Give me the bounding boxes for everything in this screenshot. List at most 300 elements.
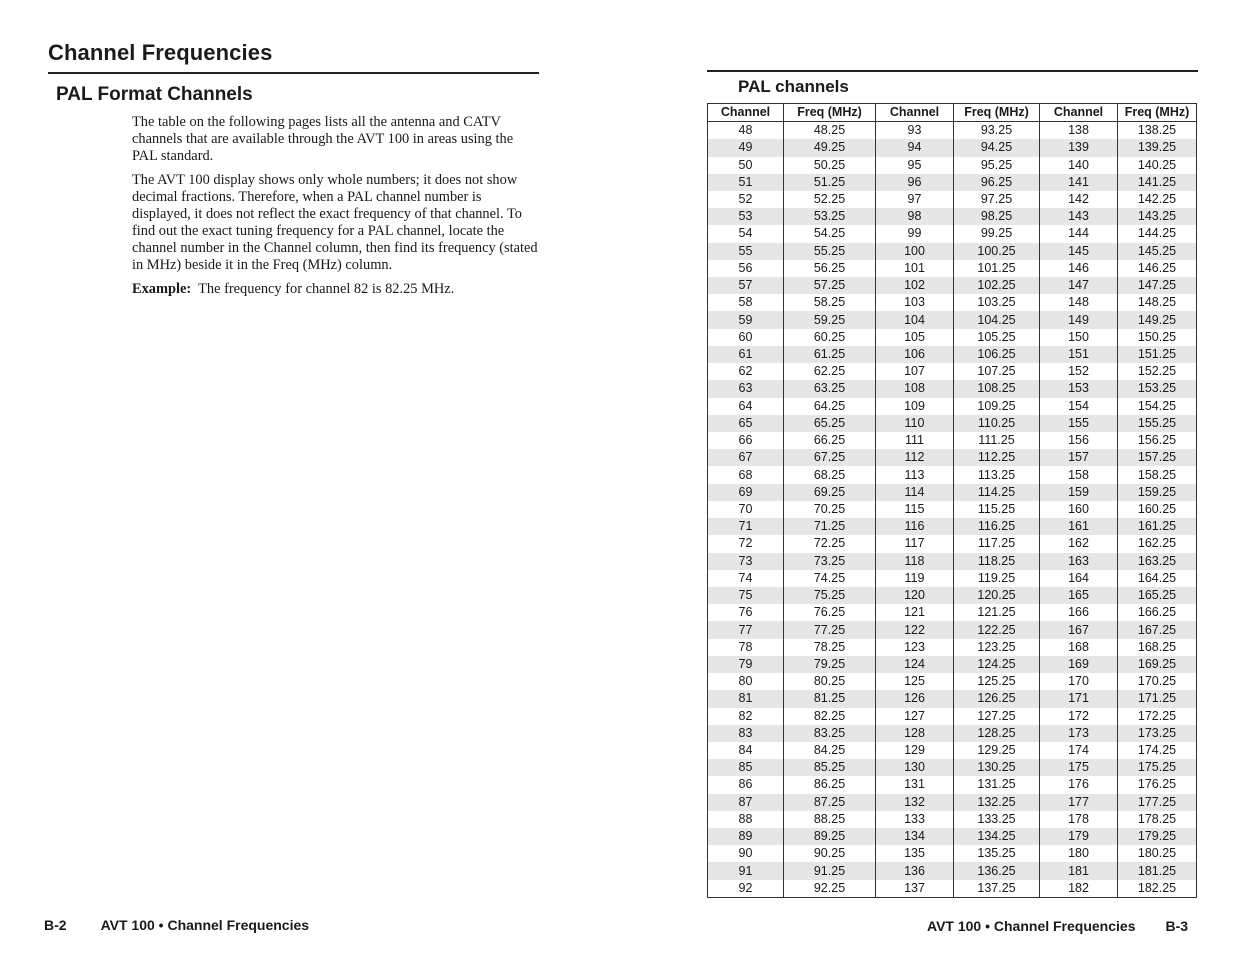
intro-paragraph-2: The AVT 100 display shows only whole numbers; it does not show decimal fractions. Therefore, when a PAL channel number is displayed, it does not reflect the exact frequency of that channel. To find out the exact tuning frequency for a PAL channel, locate the channel number in the Channel column, then find its frequency (stated in MHz) beside it in the Freq (MHz) column.: [132, 172, 538, 273]
table-cell: 57: [708, 277, 784, 294]
table-cell: 60.25: [784, 329, 876, 346]
table-cell: 82: [708, 708, 784, 725]
table-cell: 75.25: [784, 587, 876, 604]
table-cell: 150.25: [1118, 329, 1197, 346]
table-cell: 125: [876, 673, 954, 690]
table-cell: 116: [876, 518, 954, 535]
table-cell: 149: [1040, 311, 1118, 328]
table-row: [708, 570, 1197, 587]
table-cell: 69.25: [784, 484, 876, 501]
table-cell: 48: [708, 122, 784, 140]
table-cell: 50: [708, 157, 784, 174]
table-cell: 142: [1040, 191, 1118, 208]
table-cell: 88: [708, 811, 784, 828]
section-heading: PAL Format Channels: [56, 84, 253, 105]
table-row: [708, 449, 1197, 466]
table-divider: [707, 70, 1198, 72]
table-cell: 164: [1040, 570, 1118, 587]
table-cell: 133: [876, 811, 954, 828]
table-cell: 152: [1040, 363, 1118, 380]
table-cell: 135.25: [954, 845, 1040, 862]
table-cell: 94: [876, 139, 954, 156]
table-cell: 160: [1040, 501, 1118, 518]
table-cell: 134.25: [954, 828, 1040, 845]
table-row: [708, 329, 1197, 346]
table-cell: 126: [876, 690, 954, 707]
column-header: Freq (MHz): [954, 104, 1040, 122]
table-row: [708, 794, 1197, 811]
table-cell: 173.25: [1118, 725, 1197, 742]
table-cell: 137: [876, 880, 954, 898]
table-cell: 99.25: [954, 225, 1040, 242]
table-cell: 129: [876, 742, 954, 759]
table-cell: 146: [1040, 260, 1118, 277]
table-cell: 115.25: [954, 501, 1040, 518]
table-cell: 141: [1040, 174, 1118, 191]
table-cell: 138.25: [1118, 122, 1197, 140]
table-cell: 103: [876, 294, 954, 311]
table-cell: 113: [876, 466, 954, 483]
table-cell: 168.25: [1118, 639, 1197, 656]
example-text: The frequency for channel 82 is 82.25 MHz.: [198, 281, 455, 297]
table-cell: 83: [708, 725, 784, 742]
table-cell: 49.25: [784, 139, 876, 156]
table-cell: 174: [1040, 742, 1118, 759]
page-title: Channel Frequencies: [48, 40, 273, 65]
table-cell: 64: [708, 398, 784, 415]
table-row: [708, 776, 1197, 793]
table-cell: 69: [708, 484, 784, 501]
table-cell: 91: [708, 862, 784, 879]
table-cell: 52: [708, 191, 784, 208]
table-cell: 163: [1040, 553, 1118, 570]
table-cell: 139.25: [1118, 139, 1197, 156]
table-cell: 109: [876, 398, 954, 415]
table-row: [708, 415, 1197, 432]
table-cell: 48.25: [784, 122, 876, 140]
table-cell: 105: [876, 329, 954, 346]
table-cell: 170: [1040, 673, 1118, 690]
table-row: [708, 742, 1197, 759]
table-row: [708, 225, 1197, 242]
table-cell: 86.25: [784, 776, 876, 793]
table-cell: 68.25: [784, 466, 876, 483]
table-cell: 57.25: [784, 277, 876, 294]
table-cell: 121: [876, 604, 954, 621]
table-cell: 173: [1040, 725, 1118, 742]
column-header: Freq (MHz): [784, 104, 876, 122]
table-cell: 155: [1040, 415, 1118, 432]
table-cell: 65.25: [784, 415, 876, 432]
page-number-left: B-2: [44, 917, 67, 933]
table-row: [708, 501, 1197, 518]
table-cell: 148: [1040, 294, 1118, 311]
table-cell: 118: [876, 553, 954, 570]
table-row: [708, 484, 1197, 501]
table-cell: 94.25: [954, 139, 1040, 156]
table-cell: 148.25: [1118, 294, 1197, 311]
table-cell: 142.25: [1118, 191, 1197, 208]
table-cell: 95: [876, 157, 954, 174]
table-cell: 182.25: [1118, 880, 1197, 898]
table-cell: 137.25: [954, 880, 1040, 898]
table-row: [708, 759, 1197, 776]
table-cell: 159: [1040, 484, 1118, 501]
table-cell: 61: [708, 346, 784, 363]
table-cell: 80: [708, 673, 784, 690]
table-cell: 75: [708, 587, 784, 604]
table-cell: 134: [876, 828, 954, 845]
table-cell: 117: [876, 535, 954, 552]
table-cell: 115: [876, 501, 954, 518]
table-cell: 114.25: [954, 484, 1040, 501]
table-row: [708, 518, 1197, 535]
table-cell: 176: [1040, 776, 1118, 793]
table-cell: 49: [708, 139, 784, 156]
table-cell: 166.25: [1118, 604, 1197, 621]
table-cell: 101: [876, 260, 954, 277]
table-cell: 109.25: [954, 398, 1040, 415]
table-cell: 116.25: [954, 518, 1040, 535]
table-row: [708, 363, 1197, 380]
table-cell: 123: [876, 639, 954, 656]
table-cell: 96: [876, 174, 954, 191]
table-cell: 166: [1040, 604, 1118, 621]
table-cell: 131.25: [954, 776, 1040, 793]
table-cell: 160.25: [1118, 501, 1197, 518]
table-cell: 151: [1040, 346, 1118, 363]
table-cell: 97.25: [954, 191, 1040, 208]
table-cell: 123.25: [954, 639, 1040, 656]
table-cell: 181.25: [1118, 862, 1197, 879]
table-row: [708, 174, 1197, 191]
table-cell: 149.25: [1118, 311, 1197, 328]
table-cell: 145: [1040, 243, 1118, 260]
table-cell: 76: [708, 604, 784, 621]
table-cell: 128: [876, 725, 954, 742]
table-cell: 132: [876, 794, 954, 811]
table-cell: 66.25: [784, 432, 876, 449]
table-cell: 125.25: [954, 673, 1040, 690]
table-cell: 64.25: [784, 398, 876, 415]
table-cell: 84.25: [784, 742, 876, 759]
table-cell: 120: [876, 587, 954, 604]
table-cell: 131: [876, 776, 954, 793]
footer-title-left: AVT 100 • Channel Frequencies: [100, 917, 310, 933]
table-cell: 144: [1040, 225, 1118, 242]
table-cell: 177.25: [1118, 794, 1197, 811]
table-cell: 138: [1040, 122, 1118, 140]
table-row: [708, 260, 1197, 277]
table-row: [708, 466, 1197, 483]
table-cell: 143.25: [1118, 208, 1197, 225]
footer-right: [927, 918, 1188, 934]
table-cell: 62: [708, 363, 784, 380]
table-cell: 176.25: [1118, 776, 1197, 793]
table-row: [708, 862, 1197, 879]
table-cell: 104: [876, 311, 954, 328]
table-row: [708, 604, 1197, 621]
footer-left: [44, 917, 309, 933]
table-cell: 110: [876, 415, 954, 432]
table-cell: 135: [876, 845, 954, 862]
table-cell: 54.25: [784, 225, 876, 242]
table-row: [708, 208, 1197, 225]
table-cell: 59: [708, 311, 784, 328]
table-cell: 169.25: [1118, 656, 1197, 673]
table-cell: 74.25: [784, 570, 876, 587]
pal-channel-table: [707, 103, 1197, 898]
table-cell: 145.25: [1118, 243, 1197, 260]
table-row: [708, 398, 1197, 415]
table-cell: 78.25: [784, 639, 876, 656]
table-cell: 97: [876, 191, 954, 208]
table-cell: 92: [708, 880, 784, 898]
footer-title-right: AVT 100 • Channel Frequencies: [927, 918, 1136, 934]
table-cell: 177: [1040, 794, 1118, 811]
table-cell: 87.25: [784, 794, 876, 811]
table-cell: 72.25: [784, 535, 876, 552]
table-cell: 80.25: [784, 673, 876, 690]
table-cell: 124.25: [954, 656, 1040, 673]
table-cell: 128.25: [954, 725, 1040, 742]
table-cell: 90: [708, 845, 784, 862]
table-cell: 130.25: [954, 759, 1040, 776]
page-number-right: B-3: [1165, 918, 1189, 934]
table-row: [708, 122, 1197, 140]
table-cell: 82.25: [784, 708, 876, 725]
table-cell: 89.25: [784, 828, 876, 845]
table-cell: 144.25: [1118, 225, 1197, 242]
table-cell: 130: [876, 759, 954, 776]
column-header: Channel: [1040, 104, 1118, 122]
table-cell: 178.25: [1118, 811, 1197, 828]
table-cell: 77: [708, 621, 784, 638]
table-cell: 180: [1040, 845, 1118, 862]
table-cell: 85.25: [784, 759, 876, 776]
table-row: [708, 880, 1197, 898]
table-cell: 51: [708, 174, 784, 191]
table-cell: 157.25: [1118, 449, 1197, 466]
table-row: [708, 191, 1197, 208]
table-cell: 147: [1040, 277, 1118, 294]
table-row: [708, 828, 1197, 845]
table-cell: 165: [1040, 587, 1118, 604]
table-row: [708, 311, 1197, 328]
table-cell: 154.25: [1118, 398, 1197, 415]
table-cell: 151.25: [1118, 346, 1197, 363]
table-cell: 108.25: [954, 380, 1040, 397]
table-cell: 99: [876, 225, 954, 242]
table-cell: 96.25: [954, 174, 1040, 191]
table-cell: 95.25: [954, 157, 1040, 174]
table-cell: 161.25: [1118, 518, 1197, 535]
table-row: [708, 621, 1197, 638]
example-label: Example:: [132, 281, 192, 297]
table-cell: 61.25: [784, 346, 876, 363]
table-cell: 118.25: [954, 553, 1040, 570]
table-cell: 51.25: [784, 174, 876, 191]
table-cell: 107.25: [954, 363, 1040, 380]
table-cell: 111: [876, 432, 954, 449]
table-cell: 154: [1040, 398, 1118, 415]
table-cell: 169: [1040, 656, 1118, 673]
table-cell: 67.25: [784, 449, 876, 466]
table-cell: 100: [876, 243, 954, 260]
table-row: [708, 639, 1197, 656]
table-row: [708, 157, 1197, 174]
table-cell: 113.25: [954, 466, 1040, 483]
table-cell: 71.25: [784, 518, 876, 535]
table-cell: 55: [708, 243, 784, 260]
table-cell: 174.25: [1118, 742, 1197, 759]
table-cell: 103.25: [954, 294, 1040, 311]
table-cell: 73: [708, 553, 784, 570]
table-row: [708, 277, 1197, 294]
table-cell: 179.25: [1118, 828, 1197, 845]
table-cell: 178: [1040, 811, 1118, 828]
table-cell: 133.25: [954, 811, 1040, 828]
title-divider: [48, 72, 539, 74]
table-cell: 60: [708, 329, 784, 346]
table-row: [708, 673, 1197, 690]
table-row: [708, 243, 1197, 260]
table-cell: 93.25: [954, 122, 1040, 140]
table-cell: 107: [876, 363, 954, 380]
table-cell: 180.25: [1118, 845, 1197, 862]
table-row: [708, 346, 1197, 363]
table-cell: 78: [708, 639, 784, 656]
table-cell: 102.25: [954, 277, 1040, 294]
table-cell: 143: [1040, 208, 1118, 225]
table-cell: 139: [1040, 139, 1118, 156]
table-cell: 76.25: [784, 604, 876, 621]
table-cell: 157: [1040, 449, 1118, 466]
table-cell: 117.25: [954, 535, 1040, 552]
table-row: [708, 690, 1197, 707]
table-header-row: [708, 104, 1197, 122]
table-cell: 81.25: [784, 690, 876, 707]
column-header: Channel: [708, 104, 784, 122]
table-cell: 120.25: [954, 587, 1040, 604]
table-cell: 70: [708, 501, 784, 518]
table-cell: 106.25: [954, 346, 1040, 363]
table-cell: 65: [708, 415, 784, 432]
table-cell: 136.25: [954, 862, 1040, 879]
table-cell: 85: [708, 759, 784, 776]
table-cell: 98: [876, 208, 954, 225]
table-cell: 112: [876, 449, 954, 466]
table-cell: 100.25: [954, 243, 1040, 260]
table-row: [708, 432, 1197, 449]
table-cell: 50.25: [784, 157, 876, 174]
table-cell: 59.25: [784, 311, 876, 328]
column-header: Channel: [876, 104, 954, 122]
table-cell: 127.25: [954, 708, 1040, 725]
table-cell: 158: [1040, 466, 1118, 483]
table-cell: 68: [708, 466, 784, 483]
table-cell: 122: [876, 621, 954, 638]
table-title: PAL channels: [738, 77, 849, 96]
table-cell: 111.25: [954, 432, 1040, 449]
table-cell: 119: [876, 570, 954, 587]
table-row: [708, 845, 1197, 862]
table-cell: 108: [876, 380, 954, 397]
table-cell: 114: [876, 484, 954, 501]
table-cell: 98.25: [954, 208, 1040, 225]
table-cell: 179: [1040, 828, 1118, 845]
table-row: [708, 535, 1197, 552]
table-cell: 104.25: [954, 311, 1040, 328]
table-cell: 101.25: [954, 260, 1040, 277]
table-row: [708, 656, 1197, 673]
table-cell: 56: [708, 260, 784, 277]
table-cell: 53.25: [784, 208, 876, 225]
table-cell: 72: [708, 535, 784, 552]
table-cell: 167.25: [1118, 621, 1197, 638]
table-cell: 159.25: [1118, 484, 1197, 501]
table-cell: 150: [1040, 329, 1118, 346]
intro-text: [132, 114, 540, 305]
table-cell: 83.25: [784, 725, 876, 742]
table-cell: 170.25: [1118, 673, 1197, 690]
table-cell: 167: [1040, 621, 1118, 638]
table-cell: 171: [1040, 690, 1118, 707]
table-row: [708, 587, 1197, 604]
table-cell: 147.25: [1118, 277, 1197, 294]
table-cell: 58.25: [784, 294, 876, 311]
table-cell: 93: [876, 122, 954, 140]
table-cell: 56.25: [784, 260, 876, 277]
table-cell: 126.25: [954, 690, 1040, 707]
table-row: [708, 725, 1197, 742]
table-cell: 164.25: [1118, 570, 1197, 587]
table-row: [708, 380, 1197, 397]
table-cell: 71: [708, 518, 784, 535]
table-cell: 105.25: [954, 329, 1040, 346]
table-cell: 146.25: [1118, 260, 1197, 277]
table-cell: 89: [708, 828, 784, 845]
table-cell: 86: [708, 776, 784, 793]
table-cell: 81: [708, 690, 784, 707]
table-cell: 161: [1040, 518, 1118, 535]
table-cell: 106: [876, 346, 954, 363]
table-body: [708, 122, 1197, 898]
table-cell: 90.25: [784, 845, 876, 862]
table-cell: 171.25: [1118, 690, 1197, 707]
table-cell: 73.25: [784, 553, 876, 570]
table-cell: 140: [1040, 157, 1118, 174]
table-row: [708, 811, 1197, 828]
table-cell: 175: [1040, 759, 1118, 776]
table-cell: 63.25: [784, 380, 876, 397]
table-cell: 54: [708, 225, 784, 242]
table-cell: 163.25: [1118, 553, 1197, 570]
table-cell: 124: [876, 656, 954, 673]
table-row: [708, 553, 1197, 570]
table-cell: 156: [1040, 432, 1118, 449]
table-cell: 152.25: [1118, 363, 1197, 380]
table-cell: 77.25: [784, 621, 876, 638]
table-cell: 92.25: [784, 880, 876, 898]
table-cell: 168: [1040, 639, 1118, 656]
table-cell: 132.25: [954, 794, 1040, 811]
table-row: [708, 708, 1197, 725]
table-cell: 74: [708, 570, 784, 587]
table-cell: 62.25: [784, 363, 876, 380]
table-cell: 70.25: [784, 501, 876, 518]
table-cell: 79: [708, 656, 784, 673]
